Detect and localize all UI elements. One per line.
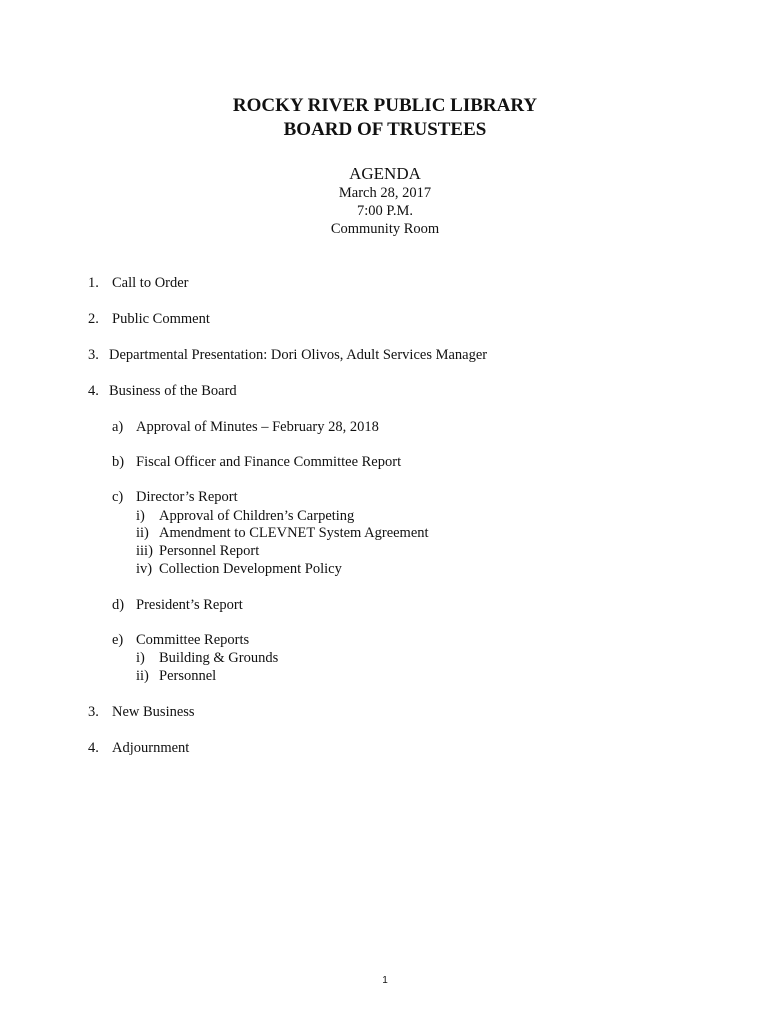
agenda-subitem <box>112 488 238 506</box>
agenda-subsubitem <box>136 542 259 560</box>
agenda-subitem <box>112 596 243 614</box>
item-text: Business of the Board <box>109 383 237 399</box>
item-number: 1. <box>88 275 99 291</box>
agenda-subsubitem <box>136 507 354 525</box>
subsubitem-numeral: iii) <box>136 543 153 559</box>
agenda-item <box>88 703 195 721</box>
meeting-time: 7:00 P.M. <box>356 203 413 219</box>
item-number: 3. <box>88 347 99 363</box>
item-number: 2. <box>88 311 99 327</box>
page-number: 1 <box>382 975 388 986</box>
subitem-letter: c) <box>112 489 124 505</box>
subsubitem-text: Personnel Report <box>159 543 260 559</box>
subsubitem-text: Personnel <box>159 668 217 684</box>
item-text: Public Comment <box>112 311 210 327</box>
subsubitem-text: Building & Grounds <box>159 650 279 666</box>
agenda-subitem <box>112 453 401 471</box>
agenda-subitem <box>112 418 379 436</box>
subsubitem-numeral: ii) <box>136 668 149 684</box>
subitem-text: Fiscal Officer and Finance Committee Report <box>136 454 402 470</box>
agenda-item <box>88 274 189 292</box>
subsubitem-numeral: i) <box>136 508 145 524</box>
item-number: 4. <box>88 740 99 756</box>
agenda-subitem <box>112 631 249 649</box>
agenda-subsubitem <box>136 667 216 685</box>
subitem-text: Committee Reports <box>136 632 250 648</box>
subsubitem-numeral: ii) <box>136 525 149 541</box>
agenda-title: AGENDA <box>349 164 421 183</box>
subitem-letter: b) <box>112 454 125 470</box>
item-number: 4. <box>88 383 99 399</box>
agenda-subsubitem <box>136 649 278 667</box>
subitem-letter: d) <box>112 597 125 613</box>
subsubitem-text: Amendment to CLEVNET System Agreement <box>159 525 429 541</box>
subsubitem-text: Approval of Children’s Carpeting <box>159 508 355 524</box>
subitem-text: Director’s Report <box>136 489 238 505</box>
agenda-item <box>88 346 487 364</box>
agenda-item <box>88 382 237 400</box>
item-text: Adjournment <box>112 740 190 756</box>
subsubitem-numeral: i) <box>136 650 145 666</box>
item-text: New Business <box>112 704 195 720</box>
subitem-letter: e) <box>112 632 124 648</box>
meeting-location: Community Room <box>330 221 440 237</box>
item-number: 3. <box>88 704 99 720</box>
agenda-subsubitem <box>136 560 342 578</box>
subsubitem-numeral: iv) <box>136 561 153 577</box>
subitem-letter: a) <box>112 419 124 435</box>
agenda-subsubitem <box>136 524 429 542</box>
item-text: Departmental Presentation: Dori Olivos, Adult Services Manager <box>109 347 488 363</box>
board-heading: BOARD OF TRUSTEES <box>283 119 487 140</box>
item-text: Call to Order <box>112 275 189 291</box>
library-name-heading: ROCKY RIVER PUBLIC LIBRARY <box>232 95 538 116</box>
subitem-text: Approval of Minutes – February 28, 2018 <box>136 419 379 435</box>
agenda-item <box>88 739 189 757</box>
subitem-text: President’s Report <box>136 597 243 613</box>
meeting-date: March 28, 2017 <box>338 185 432 201</box>
subsubitem-text: Collection Development Policy <box>159 561 342 577</box>
agenda-item <box>88 310 210 328</box>
